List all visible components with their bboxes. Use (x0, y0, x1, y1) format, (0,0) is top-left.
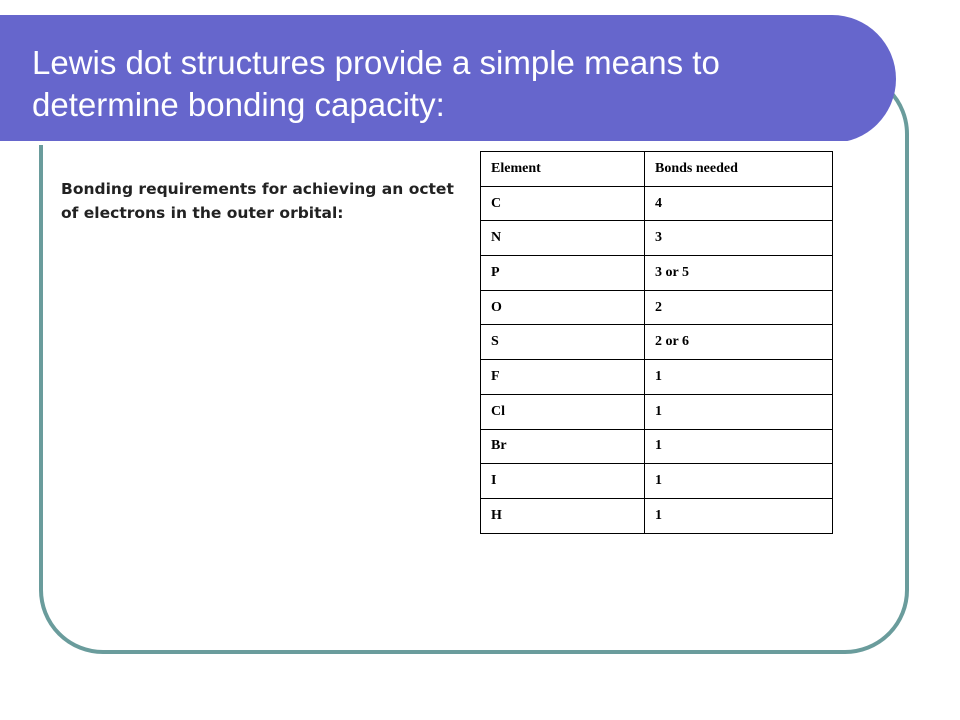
header-bonds-needed: Bonds needed (645, 152, 833, 187)
cell-bonds: 3 (645, 221, 833, 256)
table-row (481, 221, 833, 256)
table-row (481, 429, 833, 464)
cell-bonds: 1 (645, 360, 833, 395)
cell-element: C (481, 186, 645, 221)
cell-bonds: 1 (645, 498, 833, 533)
bonds-table (480, 151, 833, 534)
table-row (481, 186, 833, 221)
slide-title: Lewis dot structures provide a simple means to determine bonding capacity: (32, 44, 720, 123)
table-row (481, 360, 833, 395)
cell-element: O (481, 290, 645, 325)
cell-bonds: 1 (645, 464, 833, 499)
cell-bonds: 4 (645, 186, 833, 221)
title-underline (0, 141, 848, 145)
cell-bonds: 2 or 6 (645, 325, 833, 360)
table-row (481, 464, 833, 499)
cell-element: N (481, 221, 645, 256)
cell-element: Br (481, 429, 645, 464)
table-row (481, 394, 833, 429)
table-row (481, 256, 833, 291)
cell-element: I (481, 464, 645, 499)
cell-bonds: 1 (645, 394, 833, 429)
table-header-row (481, 152, 833, 187)
cell-bonds: 1 (645, 429, 833, 464)
header-element: Element (481, 152, 645, 187)
cell-bonds: 3 or 5 (645, 256, 833, 291)
cell-element: H (481, 498, 645, 533)
cell-element: S (481, 325, 645, 360)
cell-bonds: 2 (645, 290, 833, 325)
cell-element: P (481, 256, 645, 291)
table-row (481, 498, 833, 533)
table-row (481, 290, 833, 325)
cell-element: Cl (481, 394, 645, 429)
table-row (481, 325, 833, 360)
cell-element: F (481, 360, 645, 395)
body-text: Bonding requirements for achieving an octet of electrons in the outer orbital: (61, 180, 454, 222)
title-banner (0, 15, 896, 143)
